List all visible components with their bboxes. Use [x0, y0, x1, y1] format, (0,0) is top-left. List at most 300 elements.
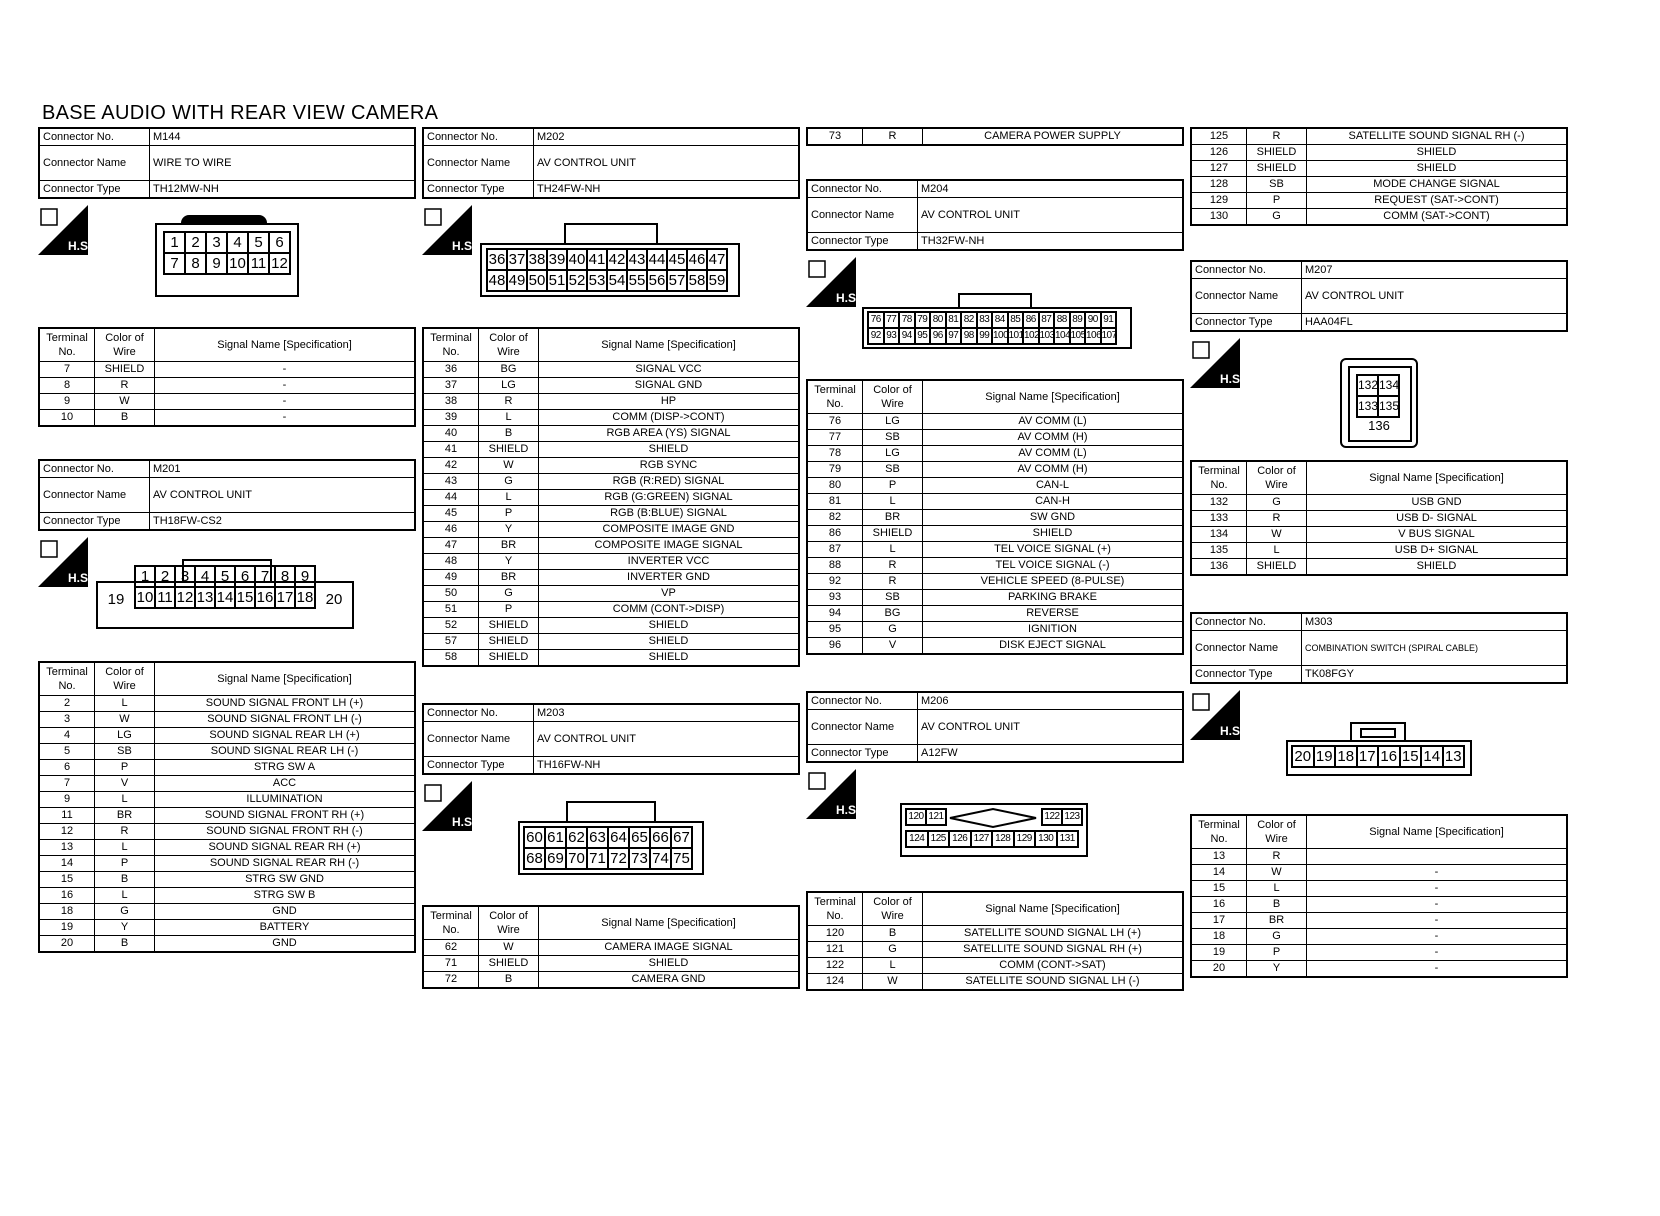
pin-9: 9 [206, 253, 227, 274]
pin-85: 85 [1008, 312, 1024, 328]
pin-16: 16 [1378, 746, 1400, 767]
pin-13: 13 [196, 589, 214, 606]
table-row [423, 618, 799, 634]
pin-134: 134 [1378, 375, 1399, 396]
pin-60: 60 [524, 827, 545, 848]
column-4 [1190, 127, 1568, 978]
signal-name-header: Signal Name [Specification] [155, 328, 416, 362]
wire-color-cell: R [479, 394, 539, 410]
connector-name-label: Connector Name [39, 478, 150, 513]
table-row [807, 414, 1183, 430]
connector-type-label: Connector Type [1191, 314, 1302, 332]
harness-side-icon [38, 537, 92, 587]
table-row [423, 474, 799, 490]
pin-128: 128 [992, 831, 1014, 847]
pin-58: 58 [688, 272, 706, 289]
svg-text:H.S.: H.S. [1220, 372, 1244, 386]
terminal-no-header: Terminal No. [423, 906, 479, 940]
terminal-no-cell: 124 [807, 974, 863, 991]
wire-color-cell: P [479, 506, 539, 522]
pin-45: 45 [668, 251, 686, 268]
pin-37: 37 [508, 251, 526, 268]
table-row [423, 972, 799, 989]
wire-color-cell: Y [1247, 961, 1307, 978]
table-row [1191, 929, 1567, 945]
pin-8: 8 [185, 253, 206, 274]
wire-color-cell: B [1247, 897, 1307, 913]
connector-no-label: Connector No. [1191, 613, 1302, 631]
terminal-table-m203-continued [806, 127, 1184, 146]
signal-name-header: Signal Name [Specification] [923, 380, 1184, 414]
pin-92: 92 [868, 328, 884, 344]
column-3 [806, 127, 1184, 991]
signal-name-cell: MODE CHANGE SIGNAL [1307, 177, 1568, 193]
wire-color-cell: L [95, 792, 155, 808]
pin-77: 77 [884, 312, 900, 328]
table-row [423, 956, 799, 972]
svg-text:H.S.: H.S. [836, 291, 860, 305]
pin-66: 66 [650, 827, 671, 848]
svg-text:H.S.: H.S. [68, 571, 92, 585]
connector-no-label: Connector No. [39, 460, 150, 478]
wire-color-cell: BG [479, 362, 539, 378]
terminal-no-cell: 14 [1191, 865, 1247, 881]
connector-name-value: WIRE TO WIRE [150, 146, 416, 181]
terminal-no-header: Terminal No. [1191, 461, 1247, 495]
terminal-no-cell: 16 [1191, 897, 1247, 913]
signal-name-cell: INVERTER VCC [539, 554, 800, 570]
pin-14: 14 [216, 589, 234, 606]
table-row [1191, 543, 1567, 559]
table-row [39, 856, 415, 872]
pin-74: 74 [650, 848, 671, 869]
terminal-no-cell: 122 [807, 958, 863, 974]
pin-73: 73 [629, 848, 650, 869]
table-row [807, 958, 1183, 974]
signal-name-cell: AV COMM (H) [923, 430, 1184, 446]
terminal-no-cell: 41 [423, 442, 479, 458]
pin-39: 39 [548, 251, 566, 268]
terminal-table-m203 [422, 905, 800, 989]
connector-diagram-m202 [422, 199, 800, 327]
table-row [807, 974, 1183, 991]
pin-20: 20 [1292, 746, 1314, 767]
pin-56: 56 [648, 272, 666, 289]
terminal-table-m206-continued [1190, 127, 1568, 226]
table-row [807, 558, 1183, 574]
column-2 [422, 127, 800, 989]
wire-color-cell: L [863, 542, 923, 558]
signal-name-cell: STRG SW GND [155, 872, 416, 888]
pin-40: 40 [568, 251, 586, 268]
pin-101: 101 [1008, 328, 1024, 344]
terminal-no-cell: 47 [423, 538, 479, 554]
pin-19: 19 [1314, 746, 1336, 767]
pin-47: 47 [708, 251, 726, 268]
table-row [423, 410, 799, 426]
wire-color-header: Color of Wire [1247, 815, 1307, 849]
pin-107: 107 [1101, 328, 1117, 344]
wire-color-cell: SHIELD [479, 650, 539, 667]
pin-12: 12 [176, 589, 194, 606]
terminal-no-header: Terminal No. [1191, 815, 1247, 849]
wire-color-cell: G [479, 586, 539, 602]
harness-side-icon [422, 781, 476, 831]
harness-side-icon [806, 257, 860, 307]
connector-type-label: Connector Type [807, 745, 918, 763]
connector-housing [862, 307, 1132, 349]
signal-name-cell: SOUND SIGNAL FRONT RH (+) [155, 808, 416, 824]
pin-36: 36 [488, 251, 506, 268]
signal-name-cell: AV COMM (L) [923, 446, 1184, 462]
table-row [39, 840, 415, 856]
connector-type-value: TH12MW-NH [150, 181, 416, 199]
signal-name-cell: CAN-H [923, 494, 1184, 510]
pin-grid [486, 248, 728, 292]
terminal-no-cell: 128 [1191, 177, 1247, 193]
wire-color-cell: BR [479, 570, 539, 586]
connector-housing [96, 568, 354, 629]
connector-type-label: Connector Type [39, 513, 150, 531]
pin-132: 132 [1357, 375, 1378, 396]
signal-name-cell: V BUS SIGNAL [1307, 527, 1568, 543]
terminal-table-m303 [1190, 814, 1568, 978]
connector-name-label: Connector Name [39, 146, 150, 181]
wire-color-cell: L [95, 840, 155, 856]
terminal-no-cell: 121 [807, 942, 863, 958]
signal-name-cell: - [1307, 881, 1568, 897]
connector-type-value: TH32FW-NH [918, 233, 1184, 251]
table-row [423, 490, 799, 506]
pin-84: 84 [992, 312, 1008, 328]
pin-43: 43 [628, 251, 646, 268]
signal-name-cell: BATTERY [155, 920, 416, 936]
terminal-no-cell: 58 [423, 650, 479, 667]
connector-diagram-m204 [806, 251, 1184, 379]
pin-15: 15 [236, 589, 254, 606]
table-row [807, 542, 1183, 558]
table-row [807, 446, 1183, 462]
pin-46: 46 [688, 251, 706, 268]
signal-name-cell: IGNITION [923, 622, 1184, 638]
pin-125: 125 [928, 831, 950, 847]
pin-grid [1291, 745, 1465, 768]
connector-no-value: M201 [150, 460, 416, 478]
signal-name-cell: USB D- SIGNAL [1307, 511, 1568, 527]
pin-grid [867, 311, 1117, 345]
table-row [39, 728, 415, 744]
connector-info-m207 [1190, 260, 1568, 332]
connector-name-label: Connector Name [807, 710, 918, 745]
signal-name-cell: RGB SYNC [539, 458, 800, 474]
signal-name-cell: GND [155, 904, 416, 920]
pin-51: 51 [548, 272, 566, 289]
terminal-no-cell: 125 [1191, 128, 1247, 145]
pin-2: 2 [155, 566, 175, 587]
wire-color-cell: Y [95, 920, 155, 936]
terminal-table-m206 [806, 891, 1184, 991]
latch-icon [948, 808, 1038, 828]
wire-color-cell: B [95, 936, 155, 953]
signal-name-cell: SOUND SIGNAL REAR LH (+) [155, 728, 416, 744]
table-row [423, 586, 799, 602]
terminal-no-cell: 120 [807, 926, 863, 942]
signal-name-cell: ILLUMINATION [155, 792, 416, 808]
signal-name-header: Signal Name [Specification] [539, 906, 800, 940]
terminal-no-cell: 77 [807, 430, 863, 446]
pin-83: 83 [977, 312, 993, 328]
terminal-no-cell: 19 [1191, 945, 1247, 961]
harness-side-icon [806, 769, 860, 819]
terminal-no-cell: 129 [1191, 193, 1247, 209]
pin-129: 129 [1014, 831, 1036, 847]
connector-housing [155, 223, 299, 297]
table-row [39, 760, 415, 776]
terminal-no-cell: 9 [39, 394, 95, 410]
terminal-no-cell: 71 [423, 956, 479, 972]
wire-color-cell: G [863, 622, 923, 638]
signal-name-cell: SOUND SIGNAL REAR LH (-) [155, 744, 416, 760]
pin-55: 55 [628, 272, 646, 289]
connector-name-value: AV CONTROL UNIT [918, 710, 1184, 745]
signal-name-cell: VEHICLE SPEED (8-PULSE) [923, 574, 1184, 590]
wire-color-header: Color of Wire [95, 328, 155, 362]
signal-name-cell: HP [539, 394, 800, 410]
terminal-no-cell: 9 [39, 792, 95, 808]
signal-name-header: Signal Name [Specification] [1307, 815, 1568, 849]
pin-130: 130 [1035, 831, 1057, 847]
pin-grid [134, 565, 316, 609]
signal-name-cell: SHIELD [539, 634, 800, 650]
terminal-no-cell: 14 [39, 856, 95, 872]
wire-color-cell: LG [863, 414, 923, 430]
connector-info-m303 [1190, 612, 1568, 684]
pin-54: 54 [608, 272, 626, 289]
signal-name-cell: SIGNAL GND [539, 378, 800, 394]
table-row [807, 942, 1183, 958]
signal-name-cell: SATELLITE SOUND SIGNAL RH (+) [923, 942, 1184, 958]
connector-type-label: Connector Type [1191, 666, 1302, 684]
pin-70: 70 [566, 848, 587, 869]
pin-100: 100 [992, 328, 1008, 344]
signal-name-cell: SW GND [923, 510, 1184, 526]
connector-name-label: Connector Name [807, 198, 918, 233]
table-row [1191, 945, 1567, 961]
terminal-no-cell: 44 [423, 490, 479, 506]
wire-color-cell: L [95, 888, 155, 904]
wire-color-cell: BR [95, 808, 155, 824]
wire-color-cell: SHIELD [95, 362, 155, 378]
terminal-no-cell: 51 [423, 602, 479, 618]
connector-no-value: M203 [534, 704, 800, 722]
wire-color-cell: L [95, 696, 155, 712]
pin-7: 7 [255, 566, 275, 587]
signal-name-cell: STRG SW B [155, 888, 416, 904]
pin-14: 14 [1421, 746, 1443, 767]
terminal-no-cell: 7 [39, 776, 95, 792]
pin-88: 88 [1054, 312, 1070, 328]
pin-99: 99 [977, 328, 993, 344]
signal-name-cell: SOUND SIGNAL REAR RH (+) [155, 840, 416, 856]
table-row [1191, 145, 1567, 161]
wire-color-cell: LG [95, 728, 155, 744]
terminal-no-header: Terminal No. [423, 328, 479, 362]
signal-name-cell: - [155, 378, 416, 394]
signal-name-cell: AV COMM (H) [923, 462, 1184, 478]
wire-color-cell: L [479, 410, 539, 426]
signal-name-cell: SOUND SIGNAL FRONT LH (+) [155, 696, 416, 712]
signal-name-cell [1307, 849, 1568, 865]
harness-side-icon [1190, 338, 1244, 388]
pin-68: 68 [524, 848, 545, 869]
wire-color-cell: B [95, 872, 155, 888]
wire-color-header: Color of Wire [95, 662, 155, 696]
terminal-no-cell: 17 [1191, 913, 1247, 929]
signal-name-cell: SHIELD [1307, 145, 1568, 161]
connector-housing [900, 803, 1088, 857]
wire-color-cell: L [863, 958, 923, 974]
connector-type-value: TH24FW-NH [534, 181, 800, 199]
pin-38: 38 [528, 251, 546, 268]
table-row [1191, 865, 1567, 881]
terminal-no-cell: 134 [1191, 527, 1247, 543]
table-row [423, 554, 799, 570]
connector-name-value: AV CONTROL UNIT [1302, 279, 1568, 314]
wire-color-cell: P [479, 602, 539, 618]
pin-81: 81 [946, 312, 962, 328]
pin-grid [163, 231, 291, 275]
wire-color-cell: W [95, 394, 155, 410]
signal-name-cell: - [1307, 913, 1568, 929]
table-row [807, 926, 1183, 942]
signal-name-cell: CAMERA POWER SUPPLY [923, 128, 1184, 145]
signal-name-cell: - [1307, 897, 1568, 913]
wire-color-cell: SHIELD [1247, 559, 1307, 576]
connector-type-value: A12FW [918, 745, 1184, 763]
connector-name-label: Connector Name [423, 722, 534, 757]
table-row [423, 394, 799, 410]
svg-text:H.S.: H.S. [836, 803, 860, 817]
terminal-table-m207 [1190, 460, 1568, 576]
signal-name-cell: SHIELD [539, 650, 800, 667]
wire-color-cell: BG [863, 606, 923, 622]
pin-18: 18 [1335, 746, 1357, 767]
pin-48: 48 [488, 272, 506, 289]
signal-name-cell: - [1307, 961, 1568, 978]
wire-color-cell: LG [479, 378, 539, 394]
table-row [39, 920, 415, 936]
wire-color-cell: R [95, 378, 155, 394]
wire-color-cell: BR [863, 510, 923, 526]
signal-name-cell: TEL VOICE SIGNAL (-) [923, 558, 1184, 574]
pin-42: 42 [608, 251, 626, 268]
table-row [807, 478, 1183, 494]
table-row [423, 538, 799, 554]
wire-color-cell: B [863, 926, 923, 942]
terminal-no-header: Terminal No. [807, 380, 863, 414]
pin-135: 135 [1378, 396, 1399, 417]
signal-name-cell: - [1307, 929, 1568, 945]
pin-11: 11 [155, 587, 175, 608]
terminal-no-cell: 18 [39, 904, 95, 920]
pin-93: 93 [884, 328, 900, 344]
connector-no-value: M303 [1302, 613, 1568, 631]
wire-color-cell: G [863, 942, 923, 958]
terminal-no-cell: 92 [807, 574, 863, 590]
terminal-no-cell: 6 [39, 760, 95, 776]
table-row [1191, 961, 1567, 978]
pin-grid [1356, 374, 1400, 418]
terminal-no-cell: 72 [423, 972, 479, 989]
terminal-no-cell: 86 [807, 526, 863, 542]
wire-color-cell: G [479, 474, 539, 490]
table-row [1191, 495, 1567, 511]
terminal-no-cell: 76 [807, 414, 863, 430]
signal-name-cell: USB D+ SIGNAL [1307, 543, 1568, 559]
terminal-no-cell: 13 [39, 840, 95, 856]
table-row [807, 430, 1183, 446]
table-row [39, 744, 415, 760]
connector-name-value: AV CONTROL UNIT [150, 478, 416, 513]
pin-2: 2 [185, 232, 206, 253]
table-row [423, 602, 799, 618]
pin-16: 16 [256, 589, 274, 606]
page-title: BASE AUDIO WITH REAR VIEW CAMERA [42, 102, 439, 124]
table-row [423, 506, 799, 522]
pin-75: 75 [671, 848, 692, 869]
connector-no-label: Connector No. [807, 180, 918, 198]
signal-name-cell: SHIELD [539, 956, 800, 972]
harness-side-icon [1190, 690, 1244, 740]
wire-color-cell: R [863, 558, 923, 574]
table-row [423, 378, 799, 394]
signal-name-cell: COMM (CONT->SAT) [923, 958, 1184, 974]
table-row [1191, 881, 1567, 897]
terminal-no-cell: 39 [423, 410, 479, 426]
pin-12: 12 [269, 253, 290, 274]
terminal-no-cell: 8 [39, 378, 95, 394]
table-row [39, 378, 415, 394]
connector-no-label: Connector No. [423, 128, 534, 146]
pin-9: 9 [295, 566, 315, 587]
wire-color-cell: R [1247, 511, 1307, 527]
table-row [1191, 559, 1567, 576]
wire-color-cell: SB [863, 590, 923, 606]
terminal-no-cell: 49 [423, 570, 479, 586]
terminal-no-cell: 13 [1191, 849, 1247, 865]
table-row [1191, 209, 1567, 226]
pin-50: 50 [528, 272, 546, 289]
pin-131: 131 [1057, 831, 1079, 847]
table-row [39, 888, 415, 904]
wire-color-cell: SHIELD [479, 956, 539, 972]
table-row [423, 570, 799, 586]
wire-color-cell: SB [863, 430, 923, 446]
terminal-no-cell: 133 [1191, 511, 1247, 527]
terminal-no-cell: 88 [807, 558, 863, 574]
signal-name-cell: SHIELD [923, 526, 1184, 542]
terminal-no-cell: 5 [39, 744, 95, 760]
pin-64: 64 [608, 827, 629, 848]
wire-color-cell: SHIELD [479, 442, 539, 458]
table-row [423, 634, 799, 650]
table-row [807, 606, 1183, 622]
signal-name-cell: SHIELD [1307, 161, 1568, 177]
table-row [423, 458, 799, 474]
wire-color-cell: W [863, 974, 923, 991]
wire-color-cell: R [95, 824, 155, 840]
pin-7: 7 [164, 253, 185, 274]
